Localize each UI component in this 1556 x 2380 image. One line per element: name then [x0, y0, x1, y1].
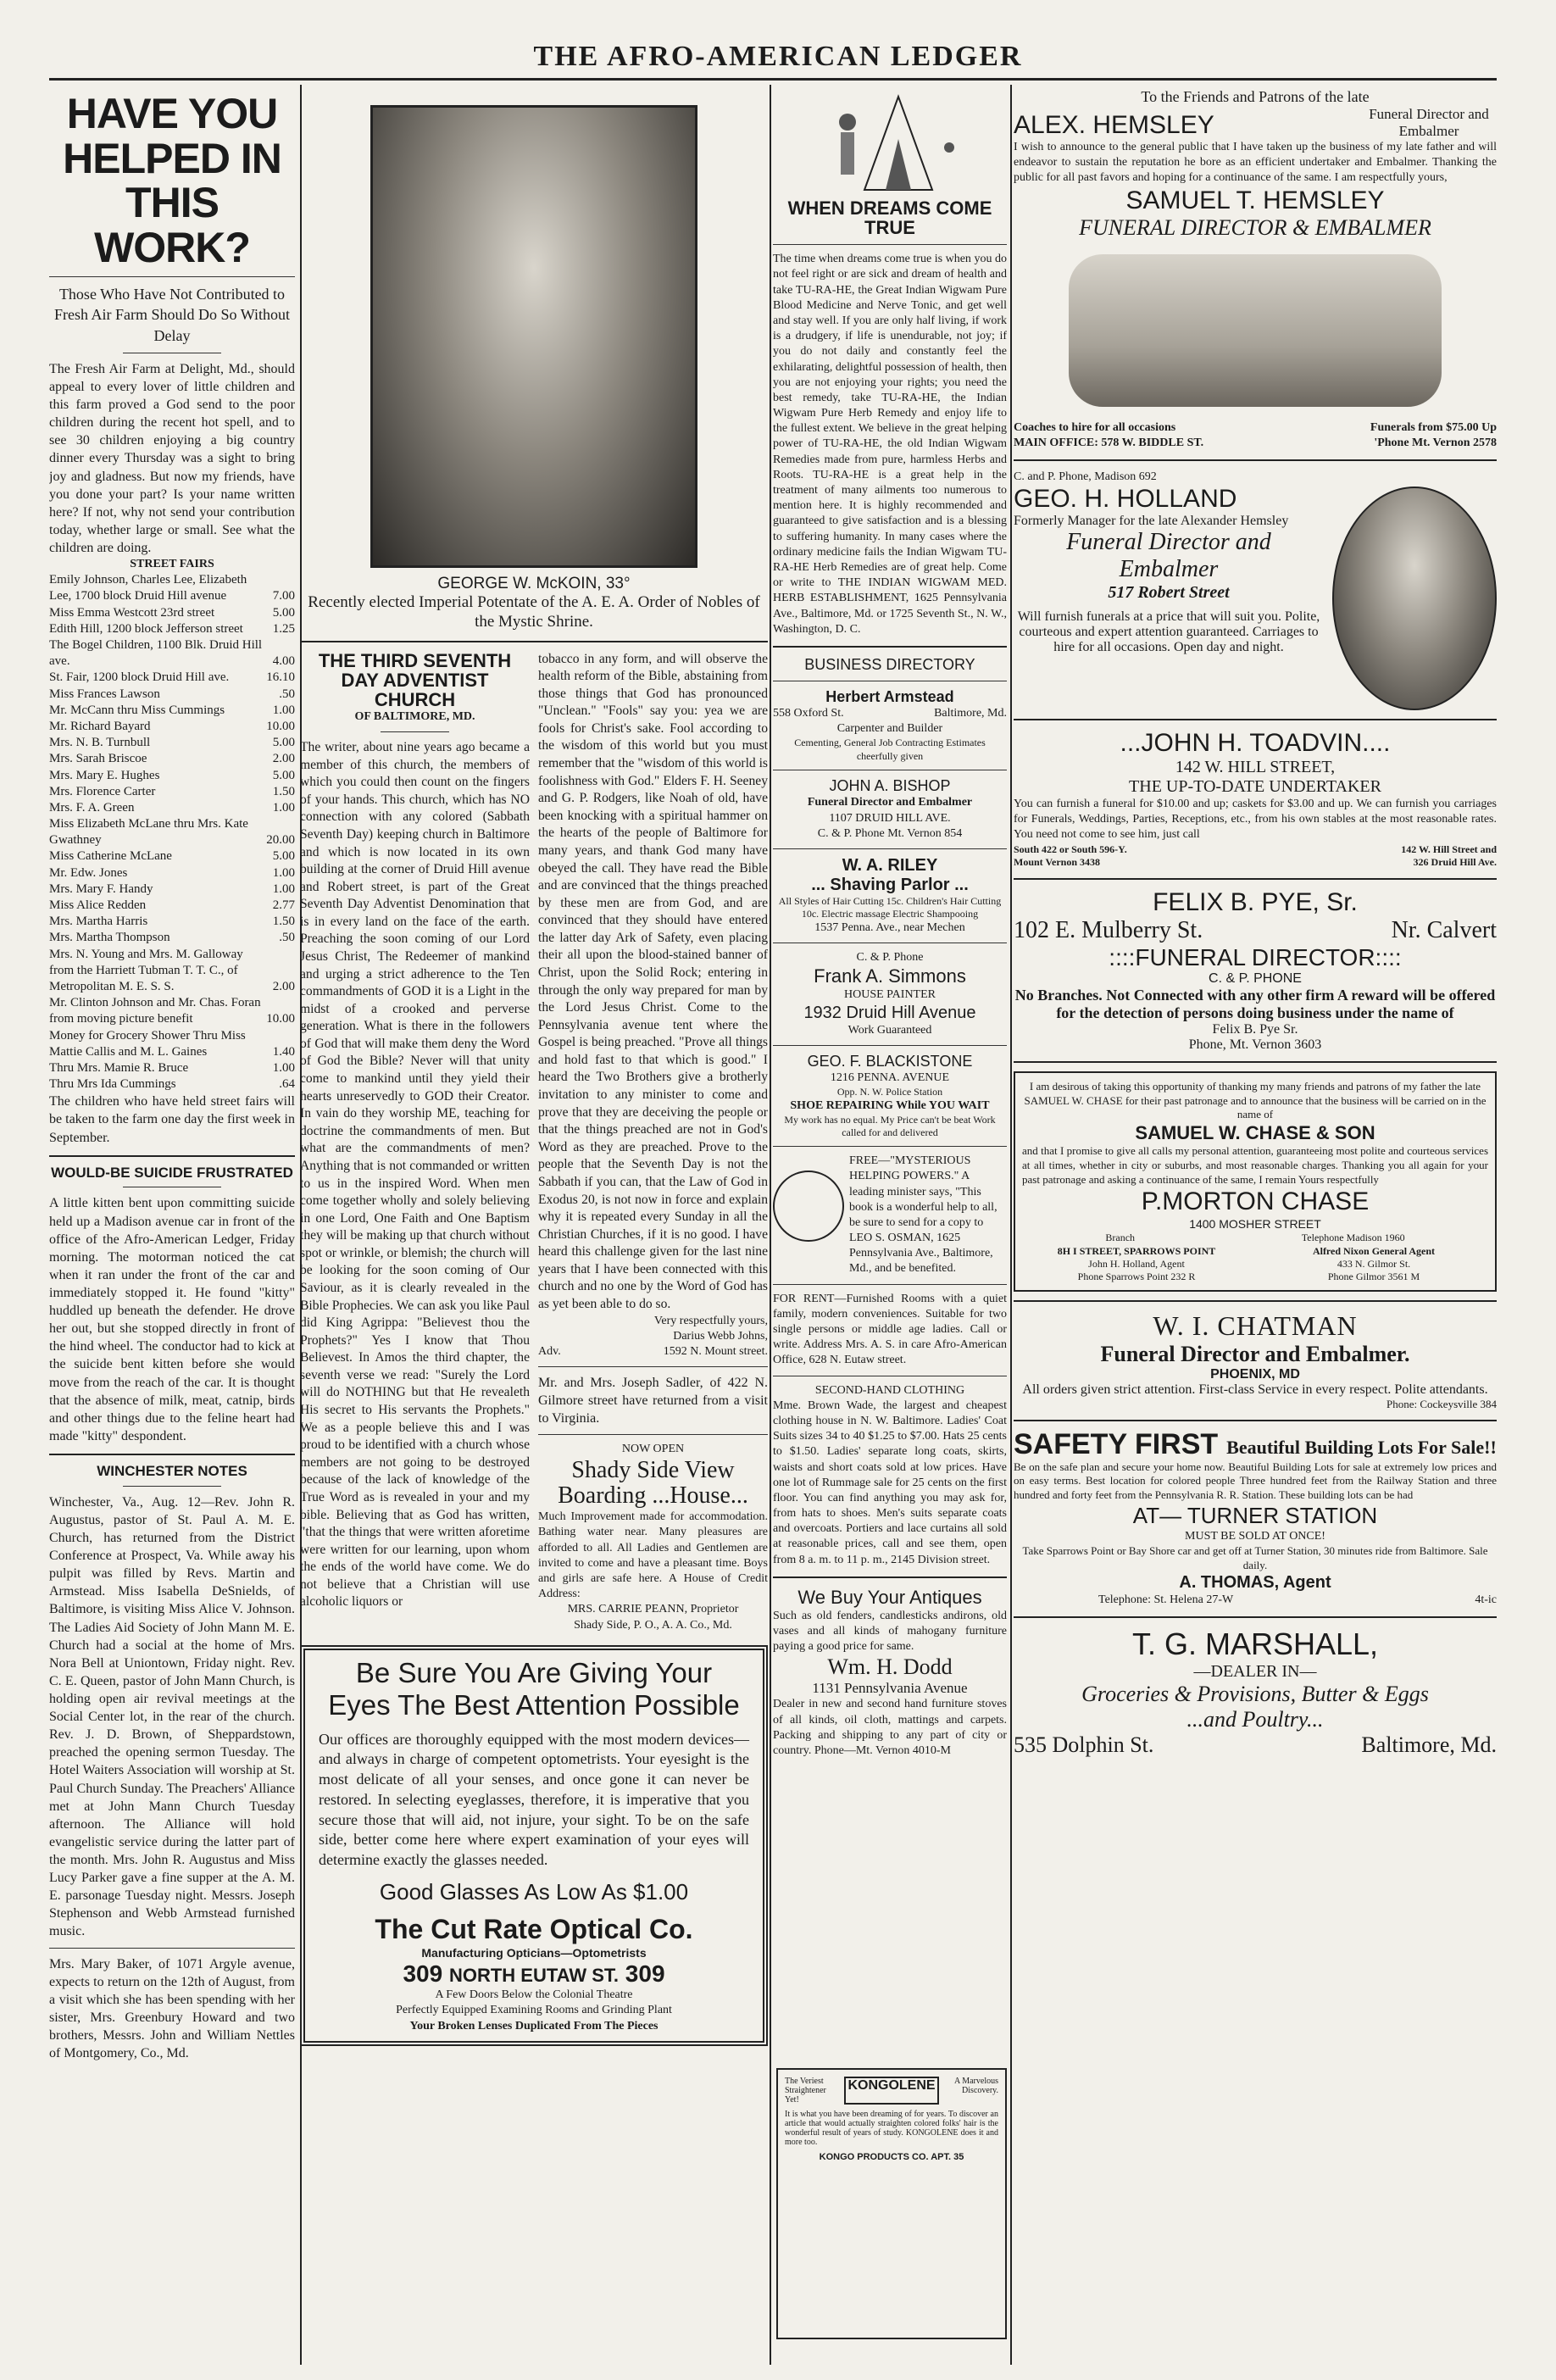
contributor-amount: .50 — [279, 931, 295, 945]
contributor-amount: 2.00 — [272, 979, 295, 993]
contributor-amount: 1.40 — [272, 1044, 295, 1059]
column-rule — [770, 85, 771, 2365]
contributor-name: Edith Hill, 1200 block Jefferson street — [49, 621, 243, 636]
shady-side-address: Shady Side, P. O., A. A. Co., Md. — [574, 1618, 732, 1632]
kongo-body: It is what you have been dreaming of for years. To discover an article that would actually straighten colored folks' hair is the wonderful result of years of study. KONGOLENE does it and more too. — [785, 2110, 998, 2147]
adv-label: Adv. — [538, 1344, 561, 1358]
contributor-amount: 20.00 — [266, 833, 295, 848]
optical-number-left: 309 — [403, 1960, 443, 1988]
contributor-name: Miss Elizabeth McLane thru Mrs. Kate Gwathney — [49, 817, 248, 848]
pye-corner: Nr. Calvert — [1391, 916, 1497, 943]
sparrows-phone: Phone Sparrows Point 232 R — [1077, 1270, 1196, 1282]
holland-portrait — [1332, 487, 1497, 710]
contributor-row — [49, 898, 295, 914]
simmons-name: Frank A. Simmons — [814, 965, 966, 987]
contributor-name: Miss Frances Lawson — [49, 687, 160, 701]
chase-name: SAMUEL W. CHASE & SON — [1135, 1122, 1375, 1144]
simmons-address: 1932 Druid Hill Avenue — [803, 1003, 976, 1022]
pye-body: No Branches. Not Connected with any other firm A reward will be offered for the detection of persons doing business under the name of — [1014, 986, 1496, 1021]
subhead-fresh-air: Those Who Have Not Contributed to Fresh Air Farm Should Do So Without Delay — [54, 286, 290, 344]
contributor-name: Money for Grocery Shower Thru Miss Mattie Callis and M. L. Gaines — [49, 1028, 246, 1059]
fresh-air-intro: The Fresh Air Farm at Delight, Md., should appeal to every lover of little children and this farm proved a God send to the poor children during the recent hot spell, and to see 30 children enjoying a big country dinner every Thursday was a sight to bring joy and gladness. But now my friends, have you done your part? Is your name written here? If not, why not send your contribution today, whether large or small. See what the children are doing. — [49, 361, 295, 555]
optical-footer-3: Your Broken Lenses Duplicated From The Pieces — [409, 2019, 659, 2032]
optical-headline-1: Be Sure You Are Giving Your — [355, 1656, 713, 1688]
chatman-body: All orders given strict attention. First-class Service in every respect. Polite attendants. — [1022, 1382, 1488, 1397]
portrait-photo — [370, 105, 697, 568]
marshall-poultry: ...and Poultry... — [1186, 1707, 1324, 1732]
for-rent-notice: FOR RENT—Furnished Rooms with a quiet family, modern conveniences. Suitable for two single persons or middle age ladies. Call or write. Address Mrs. A. S. in care Afro-American Office, 628 N. Eutaw street. — [773, 1292, 1007, 1367]
headline-adventist-sub: OF BALTIMORE, MD. — [354, 709, 475, 723]
kongo-footer: KONGO PRODUCTS CO. APT. 35 — [819, 2152, 964, 2162]
holland-title-2: Embalmer — [1119, 556, 1219, 583]
contributor-row — [49, 1028, 295, 1060]
armstead-name: Herbert Armstead — [825, 687, 954, 705]
headline-winchester: WINCHESTER NOTES — [97, 1462, 247, 1479]
holland-title-1: Funeral Director and — [1066, 529, 1271, 556]
toadvin-address: 142 W. HILL STREET, — [1175, 757, 1336, 776]
headline-clothing: SECOND-HAND CLOTHING — [814, 1383, 965, 1397]
contributor-name: Miss Alice Redden — [49, 898, 147, 913]
blackistone-note: My work has no equal. My Price can't be beat Work called for and delivered — [784, 1114, 996, 1139]
kongo-brand: KONGOLENE — [844, 2077, 938, 2105]
toadvin-title: THE UP-TO-DATE UNDERTAKER — [1129, 776, 1381, 796]
headline-dreams: WHEN DREAMS COME TRUE — [787, 197, 992, 239]
toadvin-name: ...JOHN H. TOADVIN.... — [1120, 728, 1391, 757]
contributor-name: Miss Catherine McLane — [49, 849, 172, 864]
safety-subtitle: Beautiful Building Lots For Sale!! — [1226, 1436, 1497, 1458]
contributor-name: Mrs. Mary F. Handy — [49, 881, 153, 896]
contributor-row — [49, 735, 295, 751]
pye-phone: C. & P. PHONE — [1209, 970, 1302, 986]
bishop-trade: Funeral Director and Embalmer — [807, 796, 973, 809]
contributor-amount: 7.00 — [272, 589, 295, 603]
shady-side-title: Shady Side View Boarding ...House... — [558, 1456, 748, 1510]
hemsley-intro: To the Friends and Patrons of the late — [1141, 88, 1370, 105]
simmons-phone: C. & P. Phone — [856, 951, 924, 965]
alex-hemsley-name: ALEX. HEMSLEY — [1014, 111, 1214, 139]
bishop-phone: C. & P. Phone Mt. Vernon 854 — [817, 826, 963, 840]
contributor-row — [49, 1076, 295, 1093]
contributor-amount: 5.00 — [272, 768, 295, 782]
shady-side-proprietor: MRS. CARRIE PEANN, Proprietor — [567, 1603, 739, 1616]
adventist-signoff: Very respectfully yours, — [653, 1314, 768, 1327]
contributor-row — [49, 768, 295, 784]
contributor-amount: 16.10 — [266, 670, 295, 685]
chatman-name: W. I. CHATMAN — [1153, 1310, 1358, 1341]
nixon-phone: Phone Gilmor 3561 M — [1327, 1270, 1420, 1282]
contributor-amount: 10.00 — [266, 1012, 295, 1026]
fresh-air-closing: The children who have held street fairs will be taken to the farm one day the first week in September. — [49, 1094, 295, 1145]
safety-body: Be on the safe plan and secure your home now. Beautiful Building Lots for sale at extremely low prices and on easy terms. Best location for colored people Three hundred feet from the Railway Station and three hundred and forty feet from the Pennsylvania R. R. Station. These building lots can be had — [1014, 1460, 1497, 1502]
optical-body: Our offices are thoroughly equipped with the most modern devices—and always in charge of competent optometrists. Your eyesight is the most delicate of all your senses, and once gone it can never be restored. In selecting eyeglasses, therefore, it is imperative that you secure those that will aid, not injure, your sight. To be on the safe side, better come here where expert examination of your eyes will determine exactly the glasses needed. — [319, 1730, 749, 1869]
funerals-price: Funerals from $75.00 Up — [1370, 420, 1497, 434]
contributor-name: Mr. Clinton Johnson and Mr. Chas. Foran from moving picture benefit — [49, 996, 261, 1026]
morton-chase: P.MORTON CHASE — [1141, 1187, 1370, 1216]
business-directory-title: BUSINESS DIRECTORY — [804, 655, 975, 673]
riley-address: 1537 Penna. Ave., near Mechen — [814, 921, 965, 934]
toadvin-phone-2: Mount Vernon 3438 — [1014, 856, 1101, 869]
contributor-row — [49, 687, 295, 703]
contributor-name: Thru Mrs. Mamie R. Bruce — [49, 1060, 189, 1075]
contributor-name: The Bogel Children, 1100 Blk. Druid Hill ave. — [49, 638, 263, 669]
armstead-trade: Carpenter and Builder — [836, 722, 943, 736]
pye-signature: Felix B. Pye Sr. — [1212, 1021, 1298, 1037]
masthead-title: THE AFRO-AMERICAN LEDGER — [533, 41, 1023, 72]
contributor-name: St. Fair, 1200 block Druid Hill ave. — [49, 670, 230, 685]
contributor-amount: 1.25 — [272, 621, 295, 636]
sadler-notice: Mr. and Mrs. Joseph Sadler, of 422 N. Gilmore street have returned from a visit to Virginia. — [538, 1376, 768, 1426]
simmons-trade: HOUSE PAINTER — [844, 988, 936, 1002]
contributor-amount: 1.00 — [272, 703, 295, 717]
column-rule — [1010, 85, 1012, 2365]
contributor-amount: 1.50 — [272, 915, 295, 929]
blackistone-name: GEO. F. BLACKISTONE — [807, 1052, 973, 1070]
contributor-name: Mrs. Sarah Briscoe — [49, 752, 147, 766]
contributor-name: Thru Mrs Ida Cummings — [49, 1077, 176, 1092]
contributor-amount: 2.00 — [272, 752, 295, 766]
coaches-note: Coaches to hire for all occasions — [1014, 420, 1176, 434]
headline-suicide: WOULD-BE SUICIDE FRUSTRATED — [51, 1164, 293, 1181]
adventist-address: 1592 N. Mount street. — [663, 1344, 768, 1358]
marshall-city: Baltimore, Md. — [1361, 1732, 1497, 1758]
contributor-amount: 1.00 — [272, 881, 295, 896]
contributor-row — [49, 621, 295, 637]
marshall-dealer: —DEALER IN— — [1193, 1662, 1317, 1682]
antiques-article: Such as old fenders, candlesticks andirons, old vases and all kinds of mahogany furniture paying a good price for same. — [773, 1609, 1007, 1654]
nixon-agent: Alfred Nixon General Agent — [1312, 1244, 1436, 1257]
contributor-name: Mrs. Martha Harris — [49, 915, 148, 929]
optical-headline-2: Eyes The Best Attention Possible — [328, 1688, 740, 1721]
contributor-row — [49, 719, 295, 735]
thomas-telephone: Telephone: St. Helena 27-W — [1098, 1593, 1234, 1607]
contributor-row — [49, 930, 295, 946]
optical-footer-2: Perfectly Equipped Examining Rooms and Grinding Plant — [396, 2004, 672, 2017]
samuel-hemsley-title: FUNERAL DIRECTOR & EMBALMER — [1079, 214, 1431, 240]
pye-name: FELIX B. PYE, Sr. — [1153, 887, 1358, 916]
now-open: NOW OPEN — [621, 1443, 685, 1456]
bishop-name: JOHN A. BISHOP — [829, 777, 951, 795]
toadvin-street-2: 326 Druid Hill Ave. — [1413, 856, 1497, 869]
toadvin-phone-1: South 422 or South 596-Y. — [1014, 842, 1127, 855]
chatman-phone: Phone: Cockeysville 384 — [1387, 1397, 1497, 1410]
contributor-name: Mr. McCann thru Miss Cummings — [49, 703, 225, 717]
contributor-name: Mrs. Martha Thompson — [49, 931, 170, 945]
turner-directions: Take Sparrows Point or Bay Shore car and get off at Turner Station, 30 minutes ride from Baltimore. Sale daily. — [1022, 1544, 1488, 1572]
dodd-address: 1131 Pennsylvania Avenue — [812, 1680, 968, 1697]
riley-name: W. A. RILEY — [842, 856, 938, 875]
contributor-amount: .64 — [279, 1077, 295, 1092]
contributor-amount: 2.77 — [272, 898, 295, 913]
blackistone-address: 1216 PENNA. AVENUE — [830, 1070, 950, 1084]
marshall-groceries: Groceries & Provisions, Butter & Eggs — [1081, 1682, 1429, 1707]
contributor-amount: 1.00 — [272, 865, 295, 880]
holland-phone: C. and P. Phone, Madison 692 — [1014, 470, 1157, 483]
contributor-amount: .50 — [279, 687, 295, 701]
riley-trade: ... Shaving Parlor ... — [811, 876, 969, 894]
adventist-signer: Darius Webb Johns, — [673, 1329, 768, 1343]
adventist-article-1: The writer, about nine years ago became a member of this church, the members of which you could then count on the fingers of your hands. This church, which has NO connection with any colored (Sabbath Seventh Day) keeping church in Baltimore and which is now located in its own building at the corner of Druid Hill avenue and Robert street, is part of the Great Seventh Day Adventist Denomination that is in every land on the face of the earth. Preaching the soon coming of our Lord Jesus Christ, The Redeemer of mankind and urging a strict adherence to the Ten commandments of GOD it is a Light in the midst of a crooked and perverse generation. What is there in the followers of God that will make them deny the Word of God the Bible? Never will that unity come to mankind until they yield their hearts unreservedly to GOD their Creator. In vain do they worship ME, teaching for doctrine the commandments of men. But what are the commandments of men? Anything that is not commanded or written to us in the inspired Word. When men come together wholly and solely believing in one Lord, One Faith and One Baptism they will be making up that church without spot or wrinkle, or blemish; the church will be looking for the soon coming of Our Saviour, as it is clearly revealed in the Bible Prophecies. We can ask you like Paul did King Agrippa: "Believest thou the Prophets?" Yes I know that Thou Believest. In Amos the third chapter, the seventh verse we read: "Surely the Lord will do NOTHING but that He revealeth His secret to His servants the Prophets." We as a people believe this and I was proud to be identified with a church whose members are not going to be destroyed because of the lack of knowledge of the True Word as is revealed in your and my bible. Believing that as God has written, "that the things that were written aforetime were written for our learning, upon whom the ends of the world have come. We do not believe that a Christian will use alcoholic liquors or — [300, 740, 530, 1610]
contributor-name: Mrs. Mary E. Hughes — [49, 768, 160, 782]
toadvin-body: You can furnish a funeral for $10.00 and up; caskets for $3.00 and up. We can furnish you carriages for Funerals, Weddings, Parties, Receptions, etc., from his own stables at the most reasonable rates. You need not come to see him, just call — [1014, 797, 1497, 842]
contributor-row — [49, 848, 295, 865]
contributor-amount: 5.00 — [272, 849, 295, 864]
contributor-amount: 10.00 — [266, 719, 295, 733]
indian-wigwam-illustration — [773, 88, 1007, 198]
seal-icon — [773, 1171, 844, 1242]
contributor-row — [49, 572, 295, 604]
chase-ad — [1014, 1071, 1497, 1292]
baker-notice: Mrs. Mary Baker, of 1071 Argyle avenue, expects to return on the 12th of August, from a visit which she has been spending with her sister, Mrs. Greenbury Howard and two brothers, Messrs. John and William Nettles of Montgomery, Co., Md. — [49, 1956, 295, 2061]
main-office: MAIN OFFICE: 578 W. BIDDLE ST. — [1014, 436, 1204, 449]
contributor-amount: 4.00 — [272, 654, 295, 669]
chase-body: and that I promise to give all calls my personal attention, guaranteeing most polite and courteous services at all times, whether in city or suburbs, and most reasonable charges. Thanking you all again for your past patronage and asking a continuance of the same, I remain Yours respectfully — [1022, 1144, 1488, 1187]
portrait-caption-name: GEORGE W. McKOIN, 33° — [437, 575, 631, 592]
blackistone-trade: SHOE REPAIRING While YOU WAIT — [790, 1098, 990, 1112]
armstead-note: Cementing, General Job Contracting Estimates cheerfully given — [794, 737, 986, 762]
marshall-address: 535 Dolphin St. — [1014, 1732, 1154, 1758]
headline-adventist: THE THIRD SEVENTH DAY ADVENTIST CHURCH — [318, 649, 512, 710]
toadvin-street-1: 142 W. Hill Street and — [1401, 842, 1497, 855]
suicide-article: A little kitten bent upon committing suicide held up a Madison avenue car in front of the office of the Afro-American Ledger, Friday morning. The motorman noticed the cat when it ran under the front of the car and immediately stopped it. He found "kitty" huddled up beneath the defender. He drove her out, but she stopped directly in front of the hind wheel. The conductor had to kick at the suicide bent kitten before she would move from the reach of the car. It is thought that the absence of milk, meat, catnip, birds and other things due to the feline heart had made "kitty" despondent. — [49, 1196, 295, 1443]
thomas-code: 4t-ic — [1475, 1593, 1497, 1607]
holland-body: Will furnish funerals at a price that will suit you. Polite, courteous and expert attention guaranteed. Carriages to hire for all occasions. Open day and night. — [1017, 609, 1320, 655]
armstead-city: Baltimore, Md. — [934, 706, 1007, 720]
alex-hemsley-title: Funeral Director and Embalmer — [1369, 106, 1489, 139]
kongo-left: The Veriest Straightener Yet! — [785, 2077, 826, 2105]
optical-street: NORTH EUTAW ST. — [448, 1965, 620, 1987]
column-4 — [1014, 88, 1497, 2363]
masthead-rule — [49, 78, 1497, 81]
dodd-body: Dealer in new and second hand furniture stoves of all kinds, oil cloth, mattings and carpets. Packing and shipping to any part of city or country. Phone—Mt. Vernon 4010-M — [773, 1698, 1007, 1757]
armstead-address: 558 Oxford St. — [773, 706, 844, 720]
contributor-name: Mrs. N. B. Turnbull — [49, 736, 151, 750]
contributor-amount: 1.50 — [272, 784, 295, 798]
contributor-row — [49, 637, 295, 670]
pye-address: 102 E. Mulberry St. — [1014, 916, 1203, 943]
column-1 — [49, 88, 295, 2363]
headline-fresh-air: HAVE YOU HELPED IN THIS WORK? — [63, 90, 281, 271]
winchester-article: Winchester, Va., Aug. 12—Rev. John R. Augustus, pastor of St. Paul A. M. E. Church, has returned from the District Conference at Prospect, Va. While away his pulpit was filled by Revs. Martin and Armstead. Miss Isabella DeSnields, of Baltimore, is visiting Miss Alice V. Johnson. The Ladies Aid Society of John Mann M. E. Church had a social at the home of Mrs. Nora Bell at Uniontown, Friday night. Rev. C. E. Queen, pastor of John Mann Church, is holding open air revival meetings at the Social Center lot, in the rear of the church. Rev. J. D. Brown, of Sheppardstown, preached the opening sermon Tuesday. The Hotel Waiters Association will worship at St. Paul Church Sunday. The Preachers' Alliance met at John Mann Church Tuesday afternoon. The Alliance will hold evangelistic service during the latter part of the month. Mrs. John R. Augustus and Miss Lucy Parker gave a fine supper at the A. M. E. parsonage Tuesday night. Messrs. Joseph Stephenson and Webb Armstead furnished music. — [49, 1494, 295, 1939]
optical-company: The Cut Rate Optical Co. — [375, 1913, 693, 1944]
chase-branch: Branch — [1105, 1232, 1136, 1244]
contributors-list — [49, 572, 295, 1093]
contributor-row — [49, 784, 295, 800]
contributor-name: Mrs. N. Young and Mrs. M. Galloway from the Harriett Tubman T. T. C., of Metropolitan M. E. S. S. — [49, 947, 243, 993]
contributor-row — [49, 947, 295, 996]
dreams-article: The time when dreams come true is when you do not feel right or are sick and dream of health and take TU-RA-HE, the Great Indian Wigwam Pure Blood Medicine and Nerve Tonic, and get well and stay well. If you are only half living, if work is a drudgery, if life is unendurable, not joy; if you do not daily and constantly feel the exhilarating, delightful possession of health, then you are not enjoying your rights; you need the best remedy, take TU-RA-HE, the Indian Wigwam Pure Herb Remedy and enjoy life to the fullest extent. We believe in the great helping power of TU-RA-HE, the old Indian Wigwam Remedies made from pure, harmless Herbs and Roots. TU-RA-HE is a great help in the treatment of many ailments too numerous to mention here. It is highly recommended and guaranteed to give satisfaction and is a blessing to suffering humanity. In many cases where the ordinary medicine fails the Indian Wigwam TU-RA-HE Herb Remedies are of great help. Come or write to THE INDIAN WIGWAM MED. HERB ESTABLISHMENT, 1625 Pennsylvania Ave., Baltimore, Md. or 1725 Seventh St., N. W., Washington, D. C. — [773, 253, 1007, 636]
optical-price: Good Glasses As Low As $1.00 — [379, 1878, 689, 1905]
contributor-amount: 5.00 — [272, 605, 295, 620]
contributor-name: Mrs. F. A. Green — [49, 800, 135, 815]
contributor-amount: 1.00 — [272, 1060, 295, 1075]
riley-note: All Styles of Hair Cutting 15c. Children's Hair Cutting 10c. Electric massage Electric Shampooing — [778, 895, 1002, 920]
contributor-name: Mr. Edw. Jones — [49, 865, 128, 880]
optical-manufacturing: Manufacturing Opticians—Optometrists — [421, 1945, 647, 1960]
pye-title: ::::FUNERAL DIRECTOR:::: — [1109, 943, 1402, 970]
safety-first: SAFETY FIRST — [1014, 1427, 1219, 1460]
shady-side-text: Much Improvement made for accommodation. Bathing water near. Many pleasures are afforded to all. All Ladies and Gentlemen are invited to come and have a pleasant time. Boys and girls are safe here. A House of Credit Address: — [538, 1510, 768, 1601]
headline-antiques: We Buy Your Antiques — [797, 1586, 982, 1608]
kongolene-ad — [776, 2068, 1007, 2339]
kongo-right: A Marvelous Discovery. — [954, 2077, 998, 2095]
nixon-address: 433 N. Gilmor St. — [1336, 1257, 1411, 1270]
contributor-row — [49, 816, 295, 848]
column-3 — [773, 88, 1007, 2363]
samuel-hemsley-name: SAMUEL T. HEMSLEY — [1125, 186, 1385, 214]
contributor-name: Mrs. Florence Carter — [49, 784, 156, 798]
contributor-amount: 5.00 — [272, 736, 295, 750]
wigwam-icon — [814, 88, 966, 198]
holland-formerly: Formerly Manager for the late Alexander Hemsley — [1014, 514, 1289, 529]
contributor-row — [49, 865, 295, 881]
hemsley-note: I wish to announce to the general public that I have taken up the business of my late father and will endeavor to sustain the reputation he bore as an efficient undertaker and Embalmer. Thanking the public for all past favors and hoping for a continuance of the same. I am respectfully yours, — [1014, 141, 1497, 185]
pye-telephone: Phone, Mt. Vernon 3603 — [1188, 1037, 1322, 1052]
chatman-city: PHOENIX, MD — [1210, 1366, 1300, 1382]
optical-footer-1: A Few Doors Below the Colonial Theatre — [435, 1988, 633, 2002]
contributor-row — [49, 751, 295, 767]
contributor-row — [49, 670, 295, 686]
holland-address: 517 Robert Street — [1108, 583, 1230, 603]
turner-station: AT— TURNER STATION — [1132, 1503, 1378, 1529]
contributor-row — [49, 800, 295, 816]
must-be-sold: MUST BE SOLD AT ONCE! — [1185, 1530, 1325, 1543]
contributor-row — [49, 703, 295, 719]
chase-tel-madison: Telephone Madison 1960 — [1301, 1232, 1405, 1244]
sparrows-agent: John H. Holland, Agent — [1088, 1257, 1185, 1270]
street-fairs-title: STREET FAIRS — [130, 558, 214, 571]
optical-number-right: 309 — [625, 1960, 665, 1988]
holland-name: GEO. H. HOLLAND — [1014, 485, 1237, 514]
simmons-note: Work Guaranteed — [847, 1023, 932, 1037]
contributor-row — [49, 605, 295, 621]
contributor-amount: 1.00 — [272, 800, 295, 815]
contributor-name: Miss Emma Westcott 23rd street — [49, 605, 215, 620]
casket-illustration — [1069, 254, 1442, 407]
chatman-title: Funeral Director and Embalmer. — [1100, 1341, 1410, 1366]
contributor-row — [49, 881, 295, 898]
thomas-agent: A. THOMAS, Agent — [1179, 1573, 1331, 1593]
masthead — [0, 0, 1556, 85]
contributor-row — [49, 914, 295, 930]
contributor-row — [49, 995, 295, 1027]
clothing-article: Mme. Brown Wade, the largest and cheapest clothing house in N. W. Baltimore. Ladies' Coat Suits sizes 34 to 40 $1.25 to $7.00. Hats 25 cents to $1.50. Ladies' separate long coats, skirts, waists and short coats sold at low prices. Have one lot of Rummage sale for 25 cents on the first floor. You can find anything you may ask for, from hats to shoes. Men's suits separate coats and overcoats. Portiers and lace curtains all sold at reasonable prices, call and see them, open from 8 a. m. to 11 p. m., 2145 Division street. — [773, 1399, 1007, 1566]
adventist-article-2: tobacco in any form, and will observe the health reform of the Bible, abstaining from those things that God has pronounced "Unclean." "Fools" say you: yea we are fools for Christ's sake. Fool according to the wisdom of this world but you must remember that the "wisdom of this world is foolishness with God." Elders F. H. Seeney and G. P. Rodgers, like Noah of old, have been knocking with a spiritual hammer on the hearts of the people of Baltimore for many years, and thank God many have obeyed the call. They have read the Bible and are convinced that the things preached by these men are from God, and are convinced that they should have entered the latter day Ark of Safety, even placing their all upon the blood-stained banner of Christ, upon the Solid Rock; entering in through the only way prepared for man by the Lord Jesus Christ. Come to the Pennsylvania avenue tent where the Gospel is being preached. "Prove all things and hold fast to that which is good." I heard the Two Brothers give a brotherly invitation to any minister to come and prove that they are deceiving the people or that the things preached are not in God's Word as they are preached. Prove to the people that the Seventh Day is not the Sabbath if you can, that the Law of God in Exodus 20, is not now in force and explain why it is repeated every Sunday in all the Christian Churches, if it is no good. I have heard this challenge given for the last nine years that I have been connected with this church and no one by the Word of God has as yet been able to do so. — [538, 651, 768, 1311]
blackistone-opp: Opp. N. W. Police Station — [836, 1085, 943, 1098]
column-2 — [300, 88, 768, 2363]
marshall-name: T. G. MARSHALL, — [1131, 1627, 1379, 1662]
sparrows-point: 8H I STREET, SPARROWS POINT — [1057, 1244, 1216, 1257]
chase-note: I am desirous of taking this opportunity of thanking my many friends and patrons of my father the late SAMUEL W. CHASE for their past patronage and to announce that the business will be carried on in the name of — [1024, 1079, 1487, 1121]
portrait-caption-text: Recently elected Imperial Potentate of the A. E. A. Order of Nobles of the Mystic Shrine. — [308, 593, 760, 631]
hemsley-phone: 'Phone Mt. Vernon 2578 — [1374, 436, 1497, 449]
contributor-name: Emily Johnson, Charles Lee, Elizabeth Lee, 1700 block Druid Hill avenue — [49, 573, 247, 603]
contributor-row — [49, 1060, 295, 1076]
optical-ad — [300, 1645, 768, 2046]
contributor-name: Mr. Richard Bayard — [49, 719, 151, 733]
bishop-address: 1107 DRUID HILL AVE. — [829, 811, 951, 825]
mosher-street: 1400 MOSHER STREET — [1189, 1217, 1321, 1232]
dodd-name: Wm. H. Dodd — [827, 1654, 953, 1680]
mysterious-notice: FREE—"MYSTERIOUS HELPING POWERS." A leading minister says, "This book is a wonderful help to all, be sure to send for a copy to LEO S. OSMAN, 1625 Pennsylvania Ave., Baltimore, Md., and be benefited. — [849, 1154, 998, 1276]
